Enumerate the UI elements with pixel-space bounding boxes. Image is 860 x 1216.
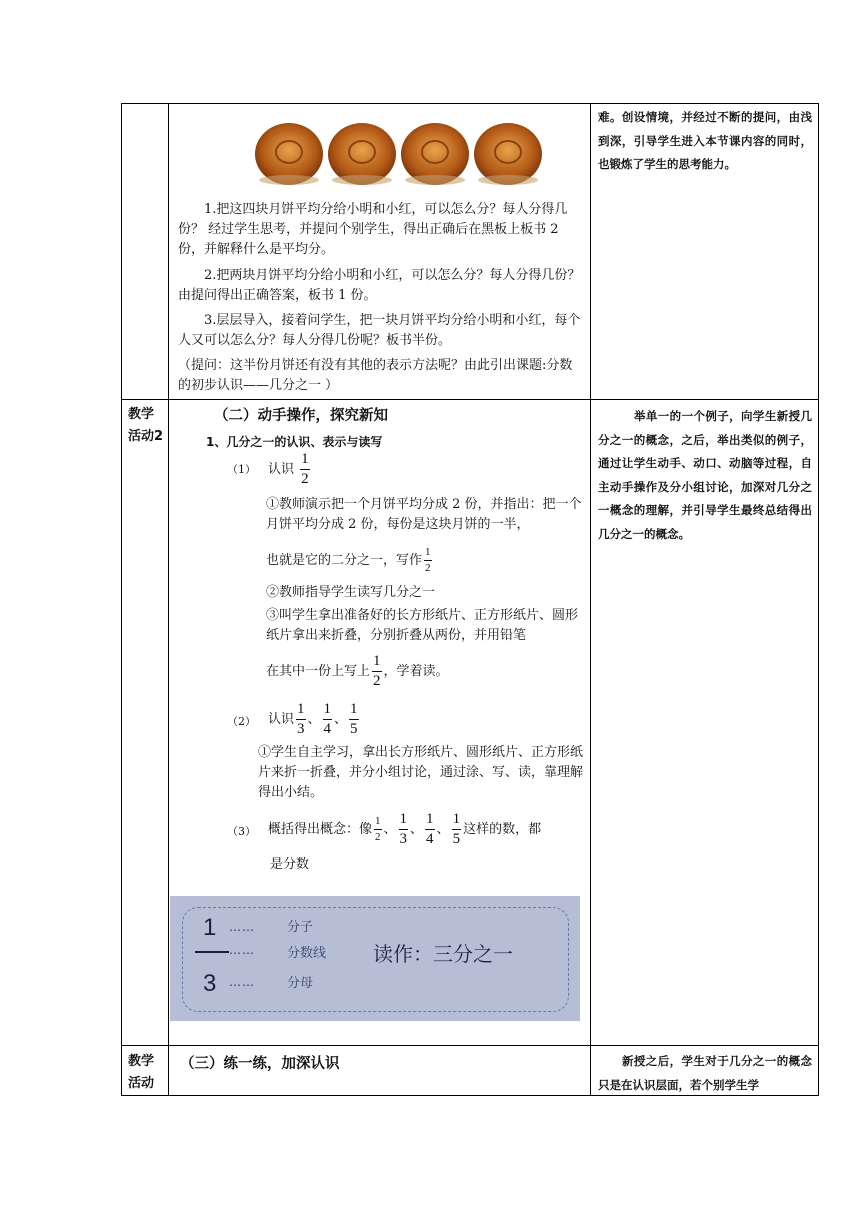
fraction-concept-fifth: $\frac{1}{5}$ — [452, 811, 461, 847]
fraction-concept-quarter: $\frac{1}{4}$ — [426, 811, 434, 847]
table-divider-1 — [168, 103, 169, 1096]
fraction-concept-third: $\frac{1}{3}$ — [399, 811, 408, 847]
row-divider-1 — [121, 399, 819, 400]
card-reading: 读作：三分之一 — [373, 942, 513, 966]
item-2-line: 认识 $\frac{1}{3}$ 、 $\frac{1}{4}$ 、 $\frac{1}{5}$ — [268, 701, 358, 737]
activity-3-label: 教学活动 — [128, 1054, 155, 1091]
activity-2-note: 举单一的一个例子，向学生新授几分之一的概念，之后，举出类似的例子，通过让学生动手、动口、动脑等过程，自主动手操作及分小组讨论，加深对几分之一概念的理解，并引导学生最终总结得出几分之一的概念。 — [598, 409, 812, 541]
card-denominator-label: 分母 — [287, 976, 314, 991]
mooncake-1 — [255, 123, 323, 185]
item-1-step-a: ①教师演示把一个月饼平均分成 2 份，并指出：把一个月饼平均分成 2 份，每份是这块月饼的一半， — [266, 497, 582, 532]
mooncake-4 — [474, 123, 542, 185]
fraction-one-half: $\frac{1}{2}$ — [301, 451, 309, 487]
intro-paragraph-1: 1.把这四块月饼平均分给小明和小红，可以怎么分？每人分得几份？ 经过学生思考，并提问个别学生，得出正确后在黑板上板书 2 份，并解释什么是平均分。 — [178, 202, 568, 257]
item-2-number: （2） — [227, 715, 256, 728]
mooncake-2 — [328, 123, 396, 185]
item-1-step-a2: 也就是它的二分之一，写作 $\frac{1}{2}$ — [266, 546, 431, 574]
activity-2-heading: （二）动手操作，探究新知 — [214, 408, 388, 424]
item-1-step-b: ②教师指导学生读写几分之一 — [266, 585, 436, 600]
fraction-one-fifth: $\frac{1}{5}$ — [350, 701, 358, 737]
intro-paragraph-4: （提问：这半份月饼还有没有其他的表示方法呢？由此引出课题:分数的初步认识——几分之一 ） — [178, 358, 573, 393]
card-numerator: 1 — [203, 914, 217, 941]
fraction-one-third: $\frac{1}{3}$ — [297, 701, 305, 737]
table-border-top — [121, 103, 819, 104]
card-numerator-label: 分子 — [287, 920, 314, 935]
item-2-label: 认识 — [268, 712, 295, 727]
row-divider-2 — [121, 1045, 819, 1046]
table-border-left — [121, 103, 122, 1096]
item-3-line-2: 是分数 — [270, 857, 310, 872]
item-2-step-a: ①学生自主学习，拿出长方形纸片、圆形纸片、正方形纸片来折一折叠，并分小组讨论，通过涂、写、读，靠理解得出小结。 — [258, 745, 584, 800]
card-dots-2: …… — [229, 943, 255, 957]
item-1-step-c2: 在其中一份上写上 $\frac{1}{2}$ ，学着读。 — [266, 653, 449, 689]
item-1-step-c: ③叫学生拿出准备好的长方形纸片、正方形纸片、圆形纸片拿出来折叠，分别折叠从两份，并用铅笔 — [266, 608, 579, 643]
fraction-card — [182, 907, 569, 1012]
mooncake-3 — [401, 123, 469, 185]
card-fraction-bar — [195, 951, 229, 953]
item-1-line — [268, 450, 312, 490]
card-denominator: 3 — [203, 970, 217, 997]
activity-2-subheading: 1、几分之一的认识、表示与读写 — [206, 435, 383, 449]
fraction-card-photo — [170, 896, 580, 1021]
activity-3-heading: （三）练一练，加深认识 — [180, 1056, 340, 1072]
intro-paragraph-3: 3.层层导入，接着问学生，把一块月饼平均分给小明和小红，每个人又可以怎么分？每人分得几份呢？板书半份。 — [178, 313, 581, 348]
item-1-number: （1） — [227, 463, 256, 476]
fraction-one-quarter: $\frac{1}{4}$ — [323, 701, 332, 737]
table-divider-2 — [590, 103, 591, 1096]
item-3-line: 概括得出概念：像 $\frac{1}{2}$ 、 $\frac{1}{3}$ 、 $\frac{1}{4}$ 、 $\frac{1}{5}$ 这样的数，都 — [268, 811, 542, 847]
fraction-one-half-inline: $\frac{1}{2}$ — [425, 546, 431, 574]
activity-3-note: 新授之后，学生对于几分之一的概念只是在认识层面，若个别学生学 — [598, 1054, 812, 1092]
table-border-right — [818, 103, 819, 1096]
card-dots-3: …… — [229, 975, 255, 989]
fraction-one-half-write: $\frac{1}{2}$ — [373, 653, 381, 689]
card-dots-1: …… — [229, 920, 255, 934]
intro-paragraph-2: 2.把两块月饼平均分给小明和小红，可以怎么分？每人分得几份？由提问得出正确答案，板书 1 份。 — [178, 268, 581, 303]
card-line-label: 分数线 — [287, 946, 327, 961]
top-note: 难。创设情境，并经过不断的提问，由浅到深，引导学生进入本节课内容的同时，也锻炼了学生的思考能力。 — [598, 110, 812, 171]
mooncake-icon — [254, 118, 544, 188]
item-1-label: 认识 — [268, 462, 295, 477]
item-3-number: （3） — [227, 825, 256, 838]
fraction-concept-half: $\frac{1}{2}$ — [375, 815, 381, 843]
activity-2-label: 教学活动2 — [128, 407, 164, 444]
